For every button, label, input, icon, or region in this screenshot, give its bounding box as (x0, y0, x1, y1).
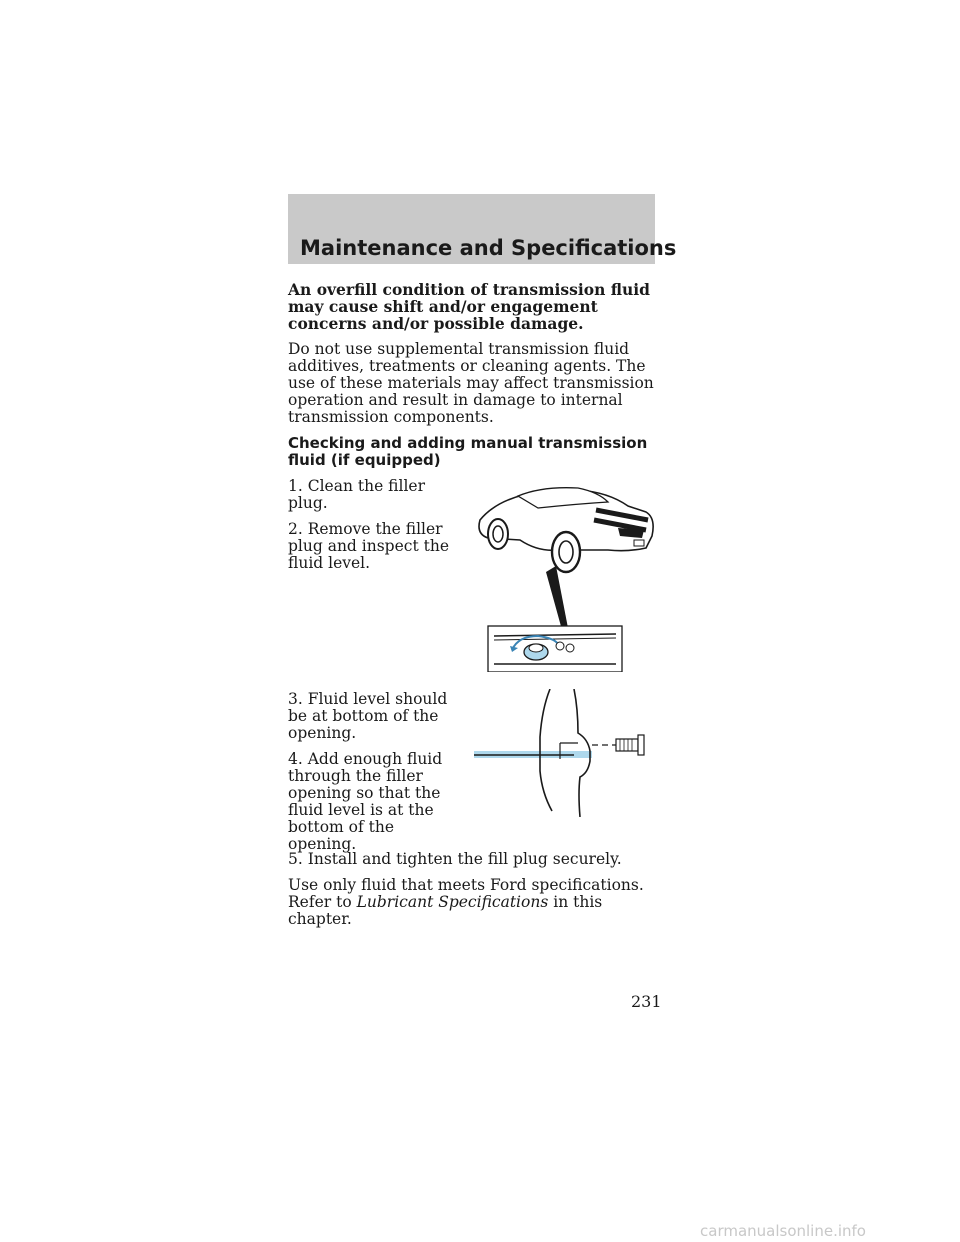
step-4: 4. Add enough fluid through the filler opening so that the fluid level is at the bottom of the opening. (288, 750, 443, 853)
section-heading: Checking and adding manual transmission fluid (if equipped) (288, 434, 648, 469)
fluid-level-illustration (464, 689, 656, 817)
step-3: 3. Fluid level should be at bottom of the opening. (288, 690, 448, 742)
step-5: 5. Install and tighten the fill plug securely. (288, 850, 622, 868)
page-number: 231 (631, 992, 662, 1011)
steps-1-2-block (288, 478, 660, 691)
additives-paragraph: Do not use supplemental transmission fluid additives, treatments or cleaning agents. The use of these materials may affect transmission operation and result in damage to internal transmission components. (288, 340, 654, 426)
steps-3-4-block (288, 691, 660, 851)
closing-suffix: in this chapter. (288, 893, 603, 928)
overfill-warning: An overfill condition of transmission fluid may cause shift and/or engagement concerns and/or possible damage. (288, 280, 650, 333)
step-1: 1. Clean the filler plug. (288, 477, 426, 512)
step-2: 2. Remove the filler plug and inspect the fluid level. (288, 520, 449, 572)
watermark: carmanualsonline.info (700, 1222, 866, 1240)
page-title: Maintenance and Specifications (300, 236, 677, 260)
car-filler-plug-illustration (458, 480, 663, 672)
closing-prefix: Use only fluid that meets Ford specifications. Refer to (288, 876, 644, 911)
page-content (288, 281, 660, 937)
closing-paragraph (288, 877, 660, 928)
lubricant-specifications-reference: Lubricant Specifications (356, 893, 549, 911)
